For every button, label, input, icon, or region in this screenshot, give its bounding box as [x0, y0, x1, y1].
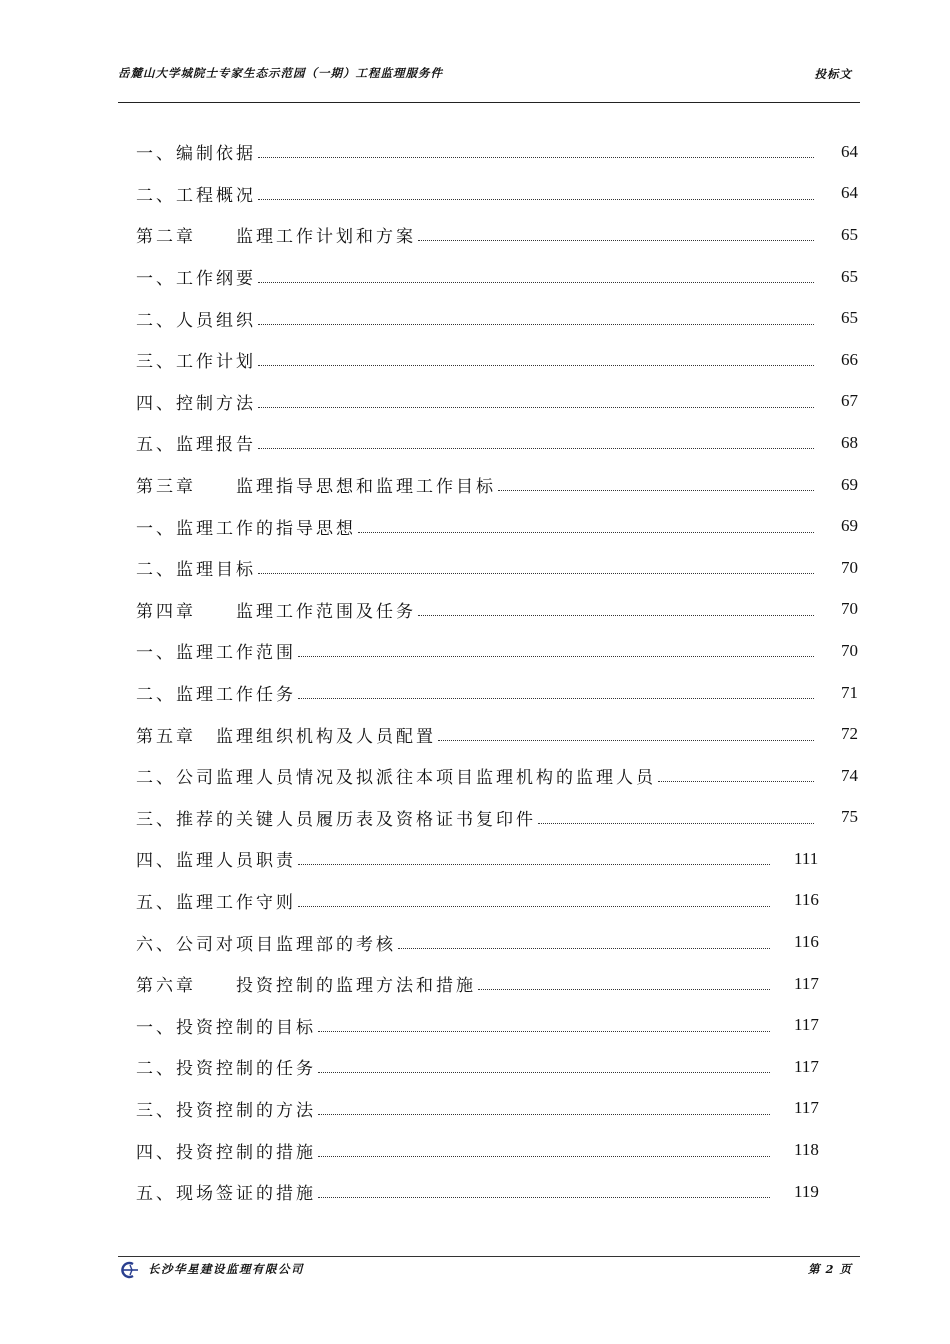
- page-header: [118, 66, 860, 103]
- toc-entry[interactable]: [136, 297, 858, 339]
- toc-entry-label: 二、投资控制的任务: [136, 1059, 316, 1080]
- toc-dot-leader: [318, 1197, 770, 1198]
- toc-entry-page-number: 67: [841, 391, 858, 411]
- header-title: 岳麓山大学城院士专家生态示范园（一期）工程监理服务件: [118, 66, 443, 80]
- toc-entry-page-number: 65: [841, 308, 858, 328]
- toc-entry-label: 第三章 监理指导思想和监理工作目标: [136, 477, 496, 498]
- toc-entry-page-number: 118: [794, 1140, 819, 1160]
- toc-entry-label: 一、投资控制的目标: [136, 1017, 316, 1038]
- toc-dot-leader: [258, 324, 814, 325]
- toc-entry-label: 四、控制方法: [136, 393, 256, 414]
- toc-entry[interactable]: [136, 381, 858, 423]
- toc-entry[interactable]: [136, 630, 858, 672]
- toc-dot-leader: [438, 740, 814, 741]
- toc-entry-label: 二、公司监理人员情况及拟派往本项目监理机构的监理人员: [136, 768, 656, 789]
- toc-entry[interactable]: [136, 797, 858, 839]
- header-document-type: 投标文: [814, 67, 852, 81]
- toc-dot-leader: [258, 407, 814, 408]
- toc-dot-leader: [358, 532, 814, 533]
- toc-entry[interactable]: [136, 921, 858, 963]
- toc-dot-leader: [658, 781, 814, 782]
- toc-dot-leader: [258, 282, 814, 283]
- toc-entry-page-number: 65: [841, 224, 858, 244]
- toc-entry-page-number: 111: [794, 848, 819, 868]
- toc-entry-page-number: 75: [841, 807, 858, 827]
- toc-entry-page-number: 71: [841, 682, 858, 702]
- toc-entry-page-number: 69: [841, 516, 858, 536]
- toc-entry-label: 二、工程概况: [136, 185, 256, 206]
- toc-dot-leader: [538, 823, 814, 824]
- toc-entry-page-number: 69: [841, 474, 858, 494]
- toc-entry[interactable]: [136, 838, 858, 880]
- toc-entry-label: 三、投资控制的方法: [136, 1100, 316, 1121]
- toc-entry-page-number: 117: [794, 973, 819, 993]
- toc-entry[interactable]: [136, 1171, 858, 1213]
- toc-entry[interactable]: [136, 256, 858, 298]
- page-footer: [118, 1256, 860, 1283]
- toc-entry-page-number: 66: [841, 349, 858, 369]
- toc-entry-label: 二、监理工作任务: [136, 685, 296, 706]
- toc-entry[interactable]: [136, 547, 858, 589]
- toc-entry[interactable]: [136, 672, 858, 714]
- toc-entry[interactable]: [136, 173, 858, 215]
- toc-entry[interactable]: [136, 505, 858, 547]
- toc-entry-label: 第二章 监理工作计划和方案: [136, 227, 416, 248]
- toc-entry-label: 一、监理工作范围: [136, 643, 296, 664]
- toc-entry[interactable]: [136, 214, 858, 256]
- table-of-contents: [136, 131, 858, 1212]
- footer-company-name: 长沙华星建设监理有限公司: [148, 1262, 304, 1276]
- toc-dot-leader: [298, 906, 770, 907]
- toc-entry-page-number: 64: [841, 183, 858, 203]
- toc-dot-leader: [498, 490, 814, 491]
- toc-entry[interactable]: [136, 464, 858, 506]
- company-logo-icon: [118, 1261, 140, 1279]
- toc-entry-label: 第五章 监理组织机构及人员配置: [136, 726, 436, 747]
- toc-entry-page-number: 117: [794, 1098, 819, 1118]
- toc-entry[interactable]: [136, 131, 858, 173]
- toc-entry-page-number: 116: [794, 932, 819, 952]
- toc-entry-page-number: 70: [841, 599, 858, 619]
- toc-entry[interactable]: [136, 1129, 858, 1171]
- toc-entry-page-number: 70: [841, 557, 858, 577]
- toc-entry[interactable]: [136, 422, 858, 464]
- toc-entry-label: 三、工作计划: [136, 352, 256, 373]
- toc-dot-leader: [318, 1031, 770, 1032]
- toc-entry-page-number: 64: [841, 141, 858, 161]
- toc-entry[interactable]: [136, 713, 858, 755]
- toc-entry-label: 一、监理工作的指导思想: [136, 518, 356, 539]
- toc-dot-leader: [418, 240, 814, 241]
- toc-entry[interactable]: [136, 880, 858, 922]
- toc-dot-leader: [318, 1156, 770, 1157]
- toc-entry[interactable]: [136, 589, 858, 631]
- toc-entry-label: 第六章 投资控制的监理方法和措施: [136, 976, 476, 997]
- toc-dot-leader: [258, 157, 814, 158]
- toc-dot-leader: [258, 199, 814, 200]
- toc-entry-label: 六、公司对项目监理部的考核: [136, 934, 396, 955]
- toc-entry-page-number: 70: [841, 640, 858, 660]
- toc-entry-page-number: 65: [841, 266, 858, 286]
- footer-page-number: 第 2 页: [807, 1262, 852, 1276]
- toc-dot-leader: [258, 365, 814, 366]
- toc-dot-leader: [478, 989, 770, 990]
- toc-dot-leader: [298, 656, 814, 657]
- toc-entry-label: 五、现场签证的措施: [136, 1184, 316, 1205]
- toc-entry-page-number: 116: [794, 890, 819, 910]
- toc-entry-page-number: 74: [841, 765, 858, 785]
- toc-entry-label: 三、推荐的关键人员履历表及资格证书复印件: [136, 809, 536, 830]
- toc-entry[interactable]: [136, 339, 858, 381]
- toc-entry-page-number: 117: [794, 1015, 819, 1035]
- toc-entry-page-number: 68: [841, 432, 858, 452]
- toc-dot-leader: [418, 615, 814, 616]
- toc-entry-label: 五、监理工作守则: [136, 892, 296, 913]
- toc-entry[interactable]: [136, 1088, 858, 1130]
- toc-entry[interactable]: [136, 1004, 858, 1046]
- toc-entry-label: 第四章 监理工作范围及任务: [136, 601, 416, 622]
- toc-entry[interactable]: [136, 755, 858, 797]
- toc-dot-leader: [258, 573, 814, 574]
- toc-entry-page-number: 72: [841, 724, 858, 744]
- toc-entry-label: 一、编制依据: [136, 144, 256, 165]
- toc-dot-leader: [298, 698, 814, 699]
- toc-dot-leader: [318, 1114, 770, 1115]
- toc-dot-leader: [258, 448, 814, 449]
- toc-entry[interactable]: [136, 963, 858, 1005]
- toc-dot-leader: [318, 1072, 770, 1073]
- toc-entry-label: 四、投资控制的措施: [136, 1142, 316, 1163]
- toc-entry-label: 一、工作纲要: [136, 269, 256, 290]
- toc-entry[interactable]: [136, 1046, 858, 1088]
- toc-entry-page-number: 119: [794, 1181, 819, 1201]
- toc-entry-label: 五、监理报告: [136, 435, 256, 456]
- toc-entry-label: 二、监理目标: [136, 560, 256, 581]
- toc-dot-leader: [398, 948, 770, 949]
- toc-entry-page-number: 117: [794, 1056, 819, 1076]
- toc-entry-label: 二、人员组织: [136, 310, 256, 331]
- toc-dot-leader: [298, 864, 770, 865]
- toc-entry-label: 四、监理人员职责: [136, 851, 296, 872]
